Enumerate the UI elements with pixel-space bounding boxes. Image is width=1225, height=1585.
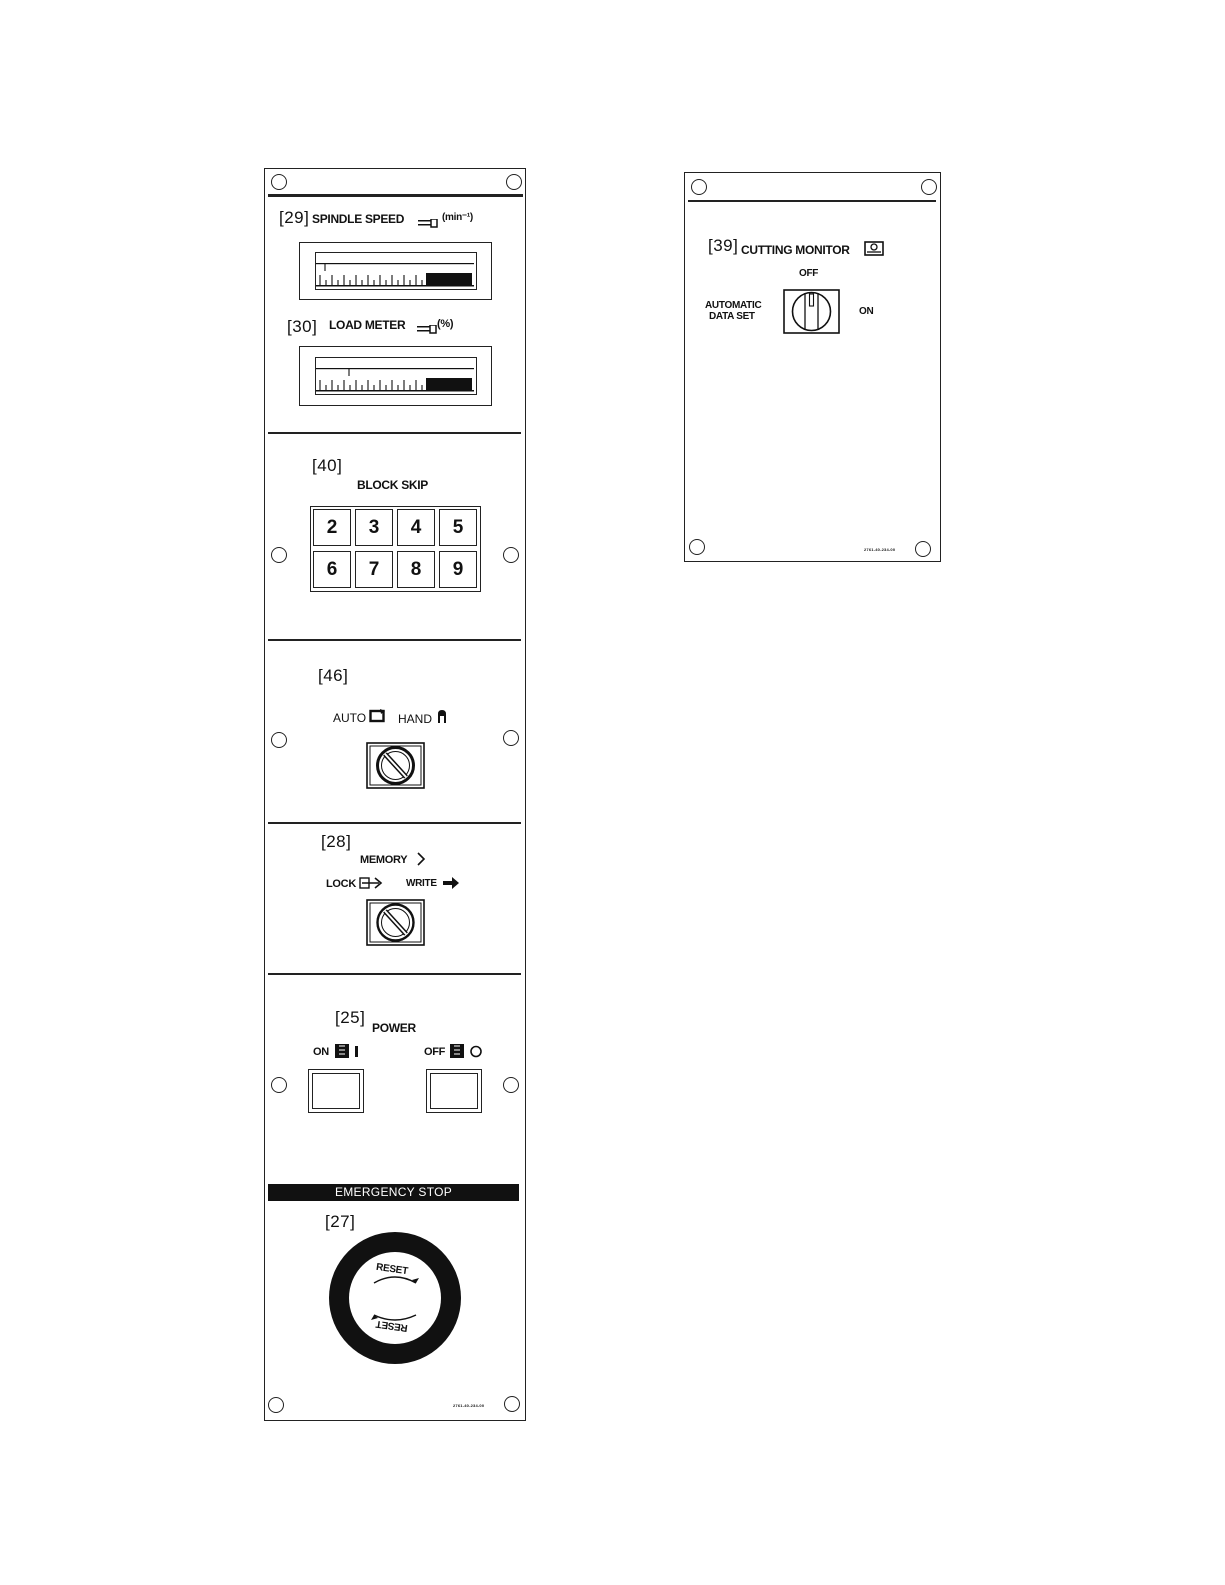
screw-hole bbox=[689, 539, 705, 555]
spindle-speed-label: SPINDLE SPEED bbox=[312, 212, 405, 226]
auto-label: AUTO bbox=[333, 711, 367, 725]
section-divider bbox=[268, 822, 521, 824]
screw-hole bbox=[503, 1077, 519, 1093]
screw-hole bbox=[915, 541, 931, 557]
reset-top-label: RESET bbox=[375, 1261, 409, 1278]
power-label: POWER bbox=[372, 1021, 416, 1035]
power-on-button[interactable] bbox=[308, 1069, 364, 1113]
lock-label: LOCK bbox=[326, 878, 356, 890]
cutting-monitor-label: CUTTING MONITOR bbox=[741, 243, 850, 257]
screw-hole bbox=[268, 1397, 284, 1413]
block-skip-key-6[interactable]: 6 bbox=[313, 551, 351, 588]
screw-hole bbox=[506, 174, 522, 190]
screw-hole bbox=[504, 1396, 520, 1412]
cutting-monitor-ref: [39] bbox=[708, 236, 739, 255]
screw-hole bbox=[271, 732, 287, 748]
spindle-speed-ref: [29] bbox=[279, 208, 310, 227]
automatic-label: AUTOMATIC bbox=[705, 300, 762, 311]
block-skip-key-7[interactable]: 7 bbox=[355, 551, 393, 588]
data-set-label: DATA SET bbox=[709, 311, 755, 322]
block-skip-key-9[interactable]: 9 bbox=[439, 551, 477, 588]
section-divider bbox=[268, 973, 521, 975]
block-skip-ref: [40] bbox=[312, 456, 343, 475]
block-skip-key-4[interactable]: 4 bbox=[397, 509, 435, 546]
emergency-stop-ref: [27] bbox=[325, 1212, 356, 1231]
power-off-icon bbox=[449, 1043, 485, 1059]
cutting-monitor-on-label: ON bbox=[859, 306, 874, 317]
power-off-button[interactable] bbox=[426, 1069, 482, 1113]
memory-icon bbox=[417, 852, 426, 866]
screw-hole bbox=[271, 547, 287, 563]
cutting-monitor-selector-switch[interactable] bbox=[783, 289, 840, 334]
screw-hole bbox=[271, 1077, 287, 1093]
power-ref: [25] bbox=[335, 1008, 366, 1027]
screw-hole bbox=[921, 179, 937, 195]
load-meter-window bbox=[315, 357, 477, 395]
spindle-speed-unit: (min⁻¹) bbox=[442, 212, 473, 223]
top-rule bbox=[688, 200, 936, 202]
cutting-monitor-off-label: OFF bbox=[799, 268, 819, 279]
auto-hand-selector-switch[interactable] bbox=[366, 742, 425, 789]
emergency-stop-banner: EMERGENCY STOP bbox=[268, 1184, 519, 1201]
auto-icon bbox=[369, 709, 386, 723]
meter-icon bbox=[417, 321, 437, 330]
block-skip-key-8[interactable]: 8 bbox=[397, 551, 435, 588]
power-on-label: ON bbox=[313, 1046, 329, 1058]
block-skip-key-2[interactable]: 2 bbox=[313, 509, 351, 546]
right-panel-part-number: 2761-40-234-00 bbox=[864, 547, 896, 552]
meter-icon bbox=[418, 215, 438, 224]
section-divider bbox=[268, 432, 521, 434]
cutting-monitor-panel bbox=[684, 172, 941, 562]
block-skip-label: BLOCK SKIP bbox=[357, 478, 429, 492]
power-on-icon bbox=[334, 1043, 362, 1059]
write-label: WRITE bbox=[406, 878, 437, 889]
reset-bottom-label: RESET bbox=[375, 1317, 409, 1334]
screw-hole bbox=[691, 179, 707, 195]
memory-ref: [28] bbox=[321, 832, 352, 851]
lock-icon bbox=[359, 876, 385, 890]
block-skip-key-3[interactable]: 3 bbox=[355, 509, 393, 546]
write-icon bbox=[442, 876, 462, 890]
emergency-stop-button[interactable] bbox=[328, 1231, 462, 1365]
left-panel-part-number: 2761-40-234-00 bbox=[453, 1403, 485, 1408]
load-meter-label: LOAD METER bbox=[329, 318, 406, 332]
auto-hand-ref: [46] bbox=[318, 666, 349, 685]
spindle-speed-meter-window bbox=[315, 252, 477, 290]
screw-hole bbox=[503, 730, 519, 746]
section-divider bbox=[268, 639, 521, 641]
hand-label: HAND bbox=[398, 712, 433, 726]
load-meter-unit: (%) bbox=[437, 318, 454, 330]
screw-hole bbox=[271, 174, 287, 190]
memory-label: MEMORY bbox=[360, 854, 408, 866]
top-rule bbox=[268, 194, 523, 197]
load-meter-ref: [30] bbox=[287, 317, 318, 336]
block-skip-key-5[interactable]: 5 bbox=[439, 509, 477, 546]
cutting-monitor-icon bbox=[864, 241, 884, 257]
hand-icon bbox=[436, 709, 448, 724]
memory-key-switch[interactable] bbox=[366, 899, 425, 946]
screw-hole bbox=[503, 547, 519, 563]
power-off-label: OFF bbox=[424, 1046, 446, 1058]
